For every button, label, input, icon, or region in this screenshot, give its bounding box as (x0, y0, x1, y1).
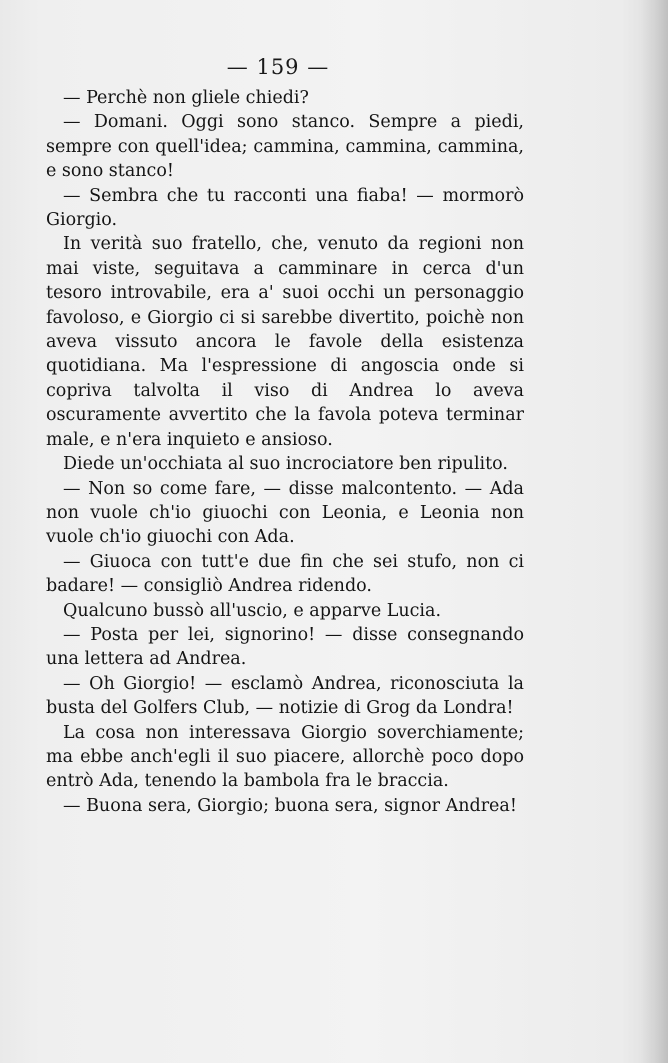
paragraph-12: — Buona sera, Giorgio; buona sera, signor Andrea! (63, 795, 517, 816)
page-number: — 159 — (226, 55, 330, 79)
paragraph-8: Qualcuno bussò all'uscio, e apparve Lucia. (63, 600, 442, 621)
paragraph-2: — Domani. Oggi sono stanco. Sempre a piedi, sempre con quell'idea; cammina, cammina, cammina, e sono stanco! (46, 112, 524, 182)
body-text (46, 86, 524, 818)
paragraph-10: — Oh Giorgio! — esclamò Andrea, riconosciuta la busta del Golfers Club, — notizie di Grog da Londra! (46, 673, 524, 719)
paragraph-1: — Perchè non gliele chiedi? (63, 88, 309, 108)
paragraph-7: — Giuoca con tutt'e due fin che sei stufo, non ci badare! — consigliò Andrea ridendo. (46, 551, 524, 597)
paragraph-5: Diede un'occhiata al suo incrociatore ben ripulito. (63, 454, 508, 475)
paragraph-4: In verità suo fratello, che, venuto da regioni non mai viste, seguitava a camminare in cerca d'un tesoro introvabile, era a' suoi occhi un personaggio favoloso, e Giorgio ci si sarebbe divertito, poichè non aveva vissuto ancora le favole della esistenza quotidiana. Ma l'espressione di angoscia onde si copriva talvolta il viso di Andrea lo aveva oscuramente avvertito che la favola poteva terminar male, e n'era inquieto e ansioso. (46, 234, 524, 450)
paragraph-3: — Sembra che tu racconti una fiaba! — mormorò Giorgio. (46, 185, 524, 231)
paragraph-6: — Non so come fare, — disse malcontento. — Ada non vuole ch'io giuochi con Leonia, e Leonia non vuole ch'io giuochi con Ada. (46, 478, 524, 548)
paragraph-9: — Posta per lei, signorino! — disse consegnando una lettera ad Andrea. (46, 624, 524, 670)
paragraph-11: La cosa non interessava Giorgio soverchiamente; ma ebbe anch'egli il suo piacere, allorchè poco dopo entrò Ada, tenendo la bambola fra le braccia. (46, 722, 524, 792)
